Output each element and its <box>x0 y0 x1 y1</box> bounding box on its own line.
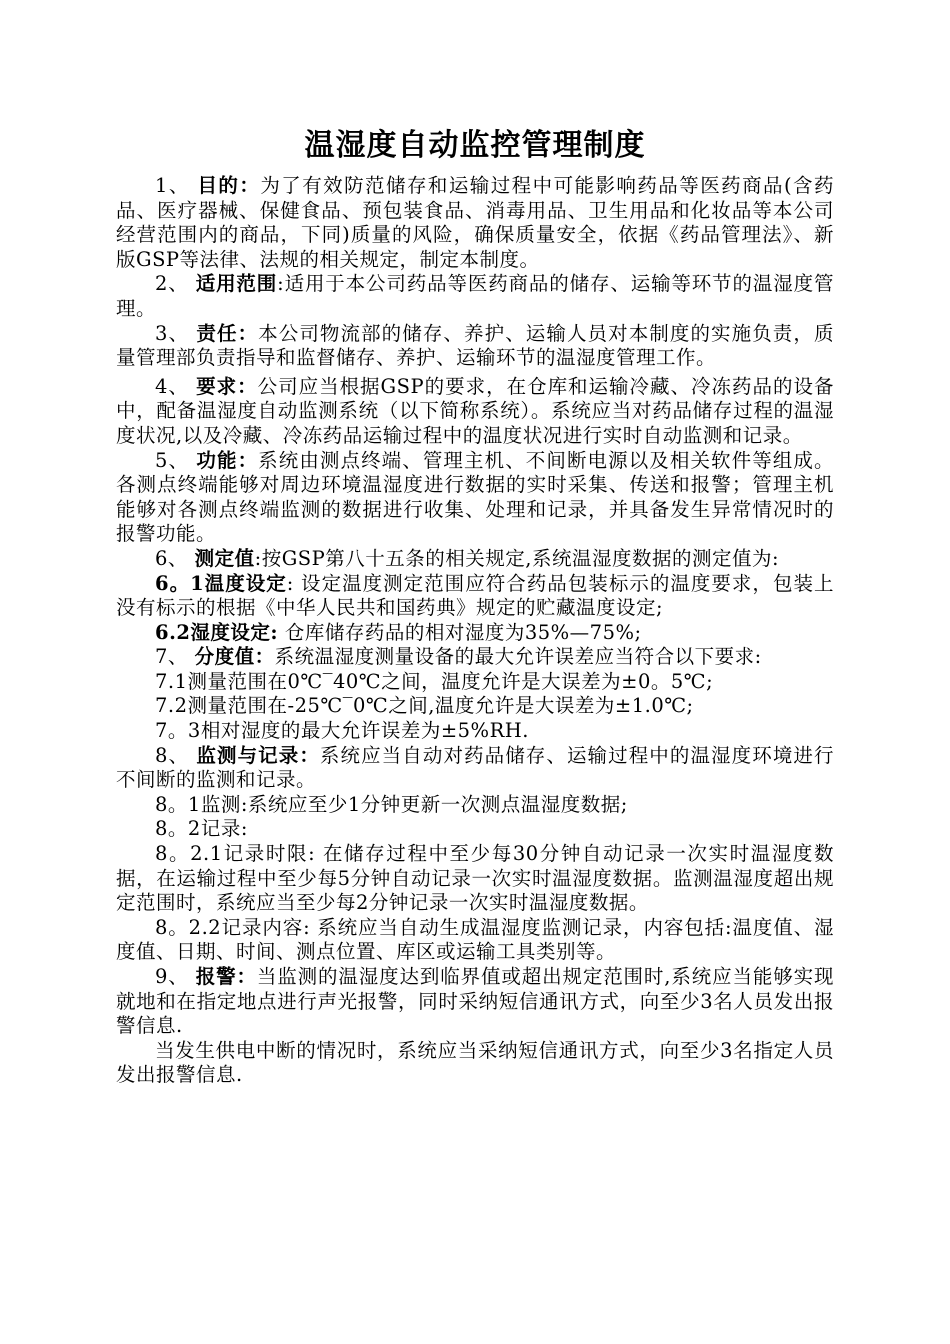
section-4-label: 要求： <box>196 374 258 398</box>
section-6-2-text: 仓库储存药品的相对湿度为35%—75%; <box>278 620 642 644</box>
section-6-number: 6、 <box>155 546 188 570</box>
document-title: 温湿度自动监控管理制度 <box>304 128 646 163</box>
section-9-power-failure: 当发生供电中断的情况时，系统应当采纳短信通讯方式，向至少3名指定人员发出报警信息. <box>116 1038 834 1087</box>
section-3-label: 责任： <box>196 321 259 345</box>
section-7-graduation <box>116 645 834 670</box>
section-7-number: 7、 <box>155 645 188 669</box>
section-9-alarm <box>116 965 834 1039</box>
section-8-2-1: 8。2.1记录时限: 在储存过程中至少每30分钟自动记录一次实时温湿度数据，在运输过程中至少每5分钟自动记录一次实时温湿度数据。监测温湿度超出规定范围时，系统应当至少每2分钟记录一次实时温湿度数据。 <box>116 842 834 915</box>
section-7-3: 7。3相对湿度的最大允许误差为±5%RH. <box>155 719 529 743</box>
section-3-text: 本公司物流部的储存、养护、运输人员对本制度的实施负责，质量管理部负责指导和监督储存、养护、运输环节的温湿度管理工作。 <box>116 321 834 370</box>
section-7-text: 系统温湿度测量设备的最大允许误差应当符合以下要求: <box>274 645 762 669</box>
section-9-number: 9、 <box>155 965 189 988</box>
section-6-1-temperature <box>116 572 834 621</box>
section-5-number: 5、 <box>155 448 190 472</box>
section-6-1-label: 6。1温度设定 <box>155 571 287 595</box>
section-8-2-2: 8。2.2记录内容: 系统应当自动生成温湿度监测记录，内容包括:温度值、湿度值、日期、时间、测点位置、库区或运输工具类别等。 <box>116 915 834 964</box>
section-5-functions <box>116 449 834 547</box>
section-7-1: 7.1测量范围在0℃‾40℃之间，温度允许是大误差为±0。5℃; <box>155 669 714 693</box>
section-1-number: 1、 <box>155 174 190 197</box>
section-6-2-label: 6.2湿度设定: <box>155 620 279 644</box>
section-6-2-humidity <box>116 621 834 646</box>
section-8-monitoring <box>116 744 834 793</box>
section-5-text: 系统由测点终端、管理主机、不间断电源以及相关软件等组成。各测点终端能够对周边环境温湿度进行数据的实时采集、传送和报警；管理主机能够对各测点终端监测的数据进行收集、处理和记录，并具备发生异常情况时的报警功能。 <box>116 448 834 546</box>
section-2-label: 适用范围 <box>195 272 278 296</box>
section-8-2: 8。2记录: <box>155 817 248 841</box>
section-8-label: 监测与记录： <box>196 743 320 767</box>
section-6-label: 测定值 <box>194 546 255 570</box>
section-4-text: 公司应当根据GSP的要求，在仓库和运输冷藏、冷冻药品的设备中，配备温湿度自动监测系统（以下简称系统）。系统应当对药品储存过程的温湿度状况,以及冷藏、冷冻药品运输过程中的温度状况进行实时自动监测和记录。 <box>116 374 834 447</box>
section-1-text: 为了有效防范储存和运输过程中可能影响药品等医药商品(含药品、医疗器械、保健食品、预包装食品、消毒用品、卫生用品和化妆品等本公司经营范围内的商品，下同)质量的风险，确保质量安全，依据《药品管理法》、新版GSP等法律、法规的相关规定，制定本制度。 <box>116 174 834 271</box>
section-2-number: 2、 <box>155 272 189 296</box>
section-1-label: 目的： <box>197 174 261 197</box>
section-5-label: 功能： <box>196 448 259 472</box>
section-6-1-text: : 设定温度测定范围应符合药品包装标示的温度要求，包装上没有标示的根据《中华人民共和国药典》规定的贮藏温度设定; <box>116 571 834 620</box>
section-4-requirements <box>116 375 834 449</box>
section-9-label: 报警： <box>195 965 257 988</box>
section-7-2: 7.2测量范围在-25℃‾0℃之间,温度允许是大误差为±1.0℃; <box>155 694 694 718</box>
section-3-responsibility <box>116 322 834 371</box>
section-7-label: 分度值： <box>194 645 275 669</box>
section-6-text: :按GSP第八十五条的相关规定,系统温湿度数据的测定值为: <box>254 546 780 570</box>
section-9-text: 当监测的温湿度达到临界值或超出规定范围时,系统应当能够实现就地和在指定地点进行声光报警，同时采纳短信通讯方式，向至少3名人员发出报警信息. <box>116 965 834 1038</box>
section-8-number: 8、 <box>155 743 190 767</box>
section-2-scope <box>116 272 834 321</box>
section-1-purpose <box>116 174 834 272</box>
section-3-number: 3、 <box>155 321 190 345</box>
section-4-number: 4、 <box>155 374 189 398</box>
section-8-1: 8。1监测:系统应至少1分钟更新一次测点温湿度数据; <box>155 792 628 816</box>
section-2-text: :适用于本公司药品等医药商品的储存、运输等环节的温湿度管理。 <box>116 272 834 320</box>
section-8-text: 系统应当自动对药品储存、运输过程中的温湿度环境进行不间断的监测和记录。 <box>116 743 834 792</box>
section-6-measured-values <box>116 547 834 572</box>
